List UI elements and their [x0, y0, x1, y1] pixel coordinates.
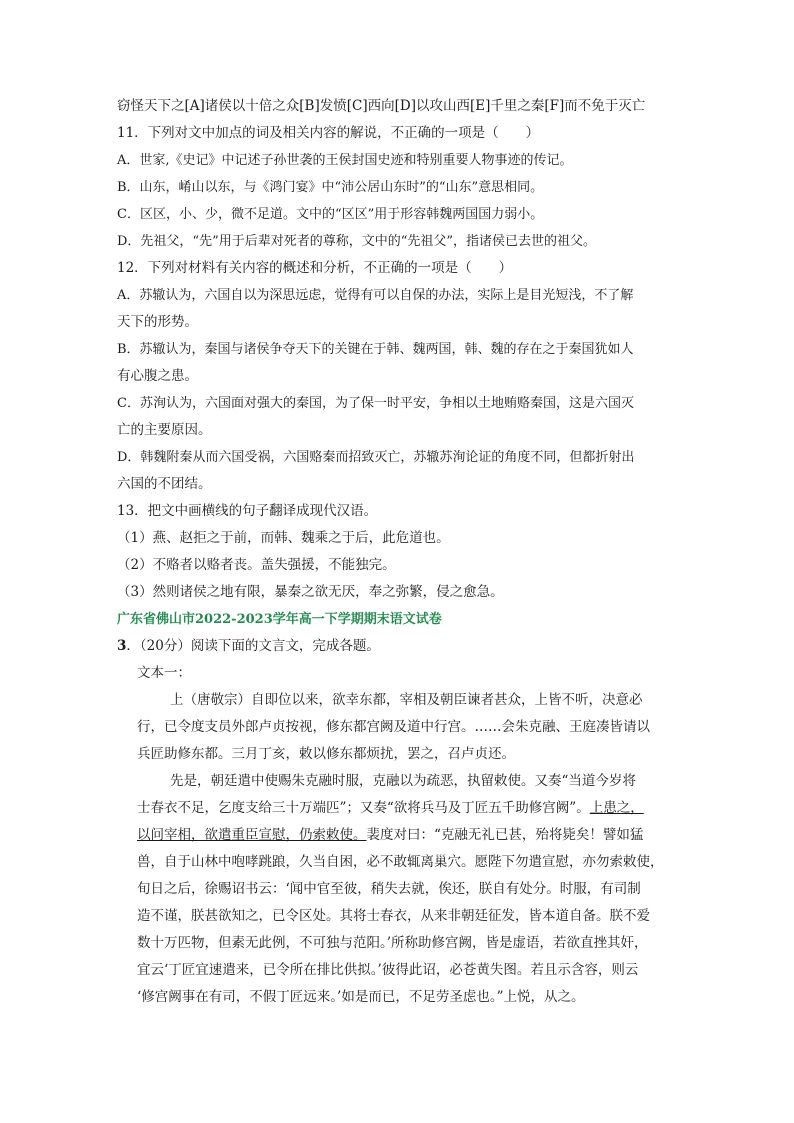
question-12-option-d-cont: 六国的不团结。 [117, 476, 212, 492]
question-3-instruction: 阅读下面的文言文，完成各题。 [190, 638, 380, 654]
question-12-option-a: A．苏辙认为，六国自以为深思远虑，觉得有可以自保的办法，实际上是目光短浅，不了解 [117, 288, 634, 303]
passage-line-with-underline [117, 822, 687, 849]
question-12-option-b: B．苏辙认为，秦国与诸侯争夺天下的关键在于韩、魏两国，韩、魏的存在之于秦国犹如人 [117, 342, 634, 357]
passage-line: 旬日之后，徐赐诏书云：‘闻中官至彼，稍失去就，俟还，朕自有处分。时服，有司制 [137, 881, 641, 897]
question-3-header: 3．（20分）阅读下面的文言文，完成各题。 [117, 638, 380, 654]
document-content [117, 93, 687, 1011]
question-13-item-1: （1）燕、赵拒之于前，而韩、魏乘之于后，此危道也。 [117, 530, 450, 546]
passage-line: 行，已令度支员外郎卢贞按视，修东都宫阙及道中行宫。……会朱克融、王庭凑皆请以 [137, 719, 650, 735]
question-13-item-3: （3）然则诸侯之地有限，暴秦之欲无厌，奉之弥繁，侵之愈急。 [117, 584, 504, 600]
passage-line: 数十万匹物，但素无此例，不可独与范阳。’所称助修宫阙，皆是虚语，若欲直挫其奸， [137, 935, 648, 951]
passage-line-tail: 裴度对曰：“克融无礼已甚，殆将毙矣！譬如猛 [366, 827, 644, 843]
question-12-stem: 12．下列对材料有关内容的概述和分析，不正确的一项是（ ） [117, 260, 513, 276]
question-12-option-c-cont: 亡的主要原因。 [117, 422, 212, 438]
underlined-sentence-part-2: 以问宰相，欲遣重臣宣慰，仍索敕使。 [137, 827, 367, 843]
section-title: 广东省佛山市2022-2023学年高一下学期期末语文试卷 [117, 612, 442, 627]
question-13-item-2: （2）不赂者以赂者丧。盖失强援，不能独完。 [117, 557, 396, 573]
question-12-option-c: C．苏洵认为，六国面对强大的秦国，为了保一时平安，争相以土地贿赂秦国，这是六国灭 [117, 396, 634, 411]
question-3-points: （20分） [139, 638, 191, 654]
passage-line: 上（唐敬宗）自即位以来，欲幸东都，宰相及朝臣谏者甚众，上皆不听，决意必 [170, 692, 643, 708]
question-12-option-a-cont: 天下的形势。 [117, 314, 198, 330]
passage-line: 兽，自于山林中咆哮跳踉，久当自困，必不敢辄离巢穴。愿陛下勿遣宣慰，亦勿索敕使， [137, 854, 664, 870]
underlined-sentence-part-1: 上患之， [589, 800, 644, 816]
text-line: 窃怪天下之[A]诸侯以十倍之众[B]发愤[C]西向[D]以攻山西[E]千里之秦[F]而不免于灭亡 [117, 98, 646, 114]
question-11-option-b: B．山东，崤山以东，与《鸿门宴》中“沛公居山东时”的“山东”意思相同。 [117, 180, 544, 195]
passage-line-with-underline [117, 795, 687, 822]
question-3-number: 3 [117, 638, 127, 654]
passage-line: 造不谨，朕甚欲知之，已令区处。其将士春衣，从来非朝廷征发，皆本道自备。朕不爱 [137, 908, 650, 924]
question-11-option-d: D．先祖父，“先”用于后辈对死者的尊称，文中的“先祖父”，指诸侯已去世的祖父。 [117, 234, 597, 249]
question-12-option-d: D．韩魏附秦从而六国受祸，六国赂秦而招致灭亡，苏辙苏洵论证的角度不同，但都折射出 [117, 450, 635, 465]
question-12-option-b-cont: 有心腹之患。 [117, 368, 198, 384]
question-11-option-a: A．世家,《史记》中记述子孙世袭的王侯封国史迹和特别重要人物事迹的传记。 [117, 153, 573, 168]
question-11-stem: 11．下列对文中加点的词及相关内容的解说，不正确的一项是（ ） [117, 125, 540, 141]
passage-line-text: 士春衣不足，乞度支给三十万端匹”；又奏“欲将兵马及丁匠五千助修宫阙”。 [137, 800, 590, 816]
passage-line: ‘修宫阙事在有司，不假丁匠远来。’如是而已，不足劳圣虑也。”上悦，从之。 [137, 989, 585, 1005]
question-11-option-c: C．区区，小、少，微不足道。文中的“区区”用于形容韩魏两国国力弱小。 [117, 207, 544, 222]
text1-label: 文本一： [137, 665, 191, 681]
passage-line: 兵匠助修东都。三月丁亥，敕以修东都烦扰，罢之，召卢贞还。 [137, 746, 515, 762]
passage-line: 先是，朝廷遣中使赐朱克融时服，克融以为疏恶，执留敕使。又奏“当道今岁将 [170, 773, 636, 789]
question-13-stem: 13．把文中画横线的句子翻译成现代汉语。 [117, 503, 378, 519]
passage-line: 宜云‘丁匠宜速遣来，已令所在排比供拟。’彼得此诏，必苍黄失图。若且示含容，则云 [137, 962, 639, 978]
